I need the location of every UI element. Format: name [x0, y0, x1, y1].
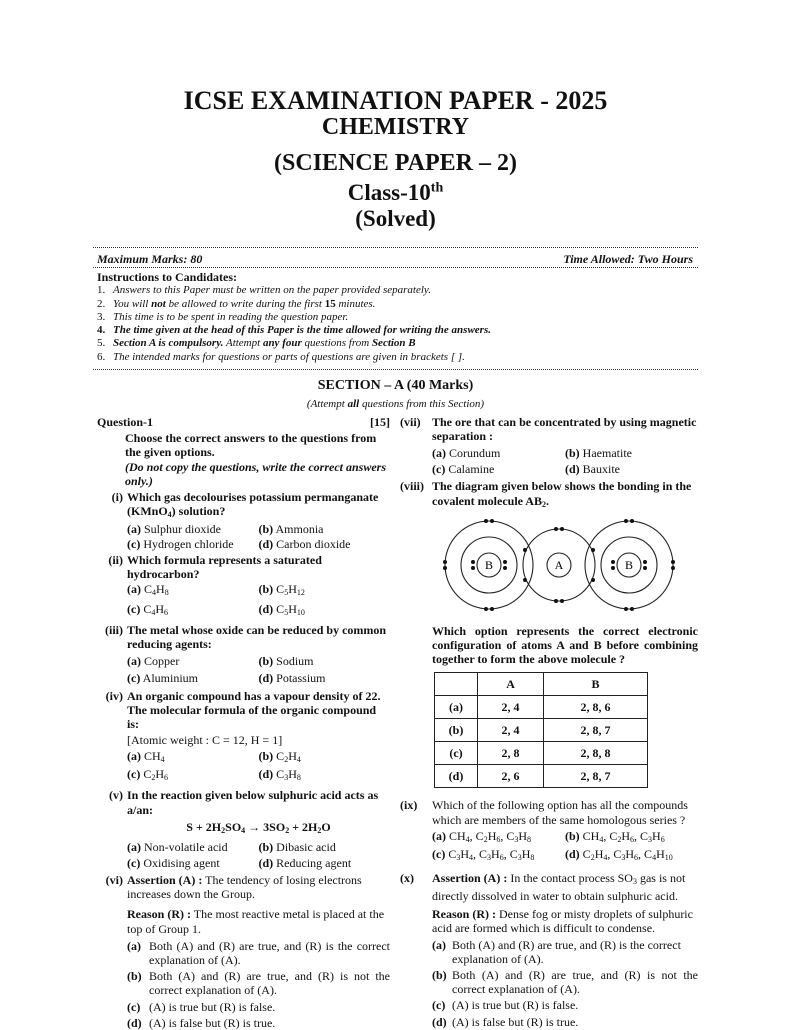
divider: [93, 369, 698, 370]
section-title: SECTION – A (40 Marks): [317, 378, 474, 393]
question-header: Question-1 [15]: [97, 415, 390, 429]
option: (a) Non-volatile acid: [127, 840, 228, 855]
reaction-equation: $S + 2H_2SO_4 \to 3SO_2 + 2H_2O$: [186, 819, 331, 835]
instruction-item: 1. Answers to this Paper must be written on the paper provided separately.: [97, 284, 431, 297]
option: (d) $C_5H_{10}$: [258, 602, 305, 618]
paper-title: ICSE EXAMINATION PAPER - 2025: [183, 86, 608, 115]
option: (c) (A) is true but (R) is false.: [432, 998, 579, 1013]
options: [432, 829, 698, 865]
divider: [93, 247, 698, 248]
subject-title: CHEMISTRY: [321, 114, 470, 140]
instructions-heading: Instructions to Candidates:: [97, 270, 238, 284]
instruction-item: 4. The time given at the head of this Paper is the time allowed for writing the answers.: [97, 324, 491, 337]
instruction-item: 5. Section A is compulsory. Attempt any four questions from Section B: [97, 337, 416, 350]
option: (a) $C_4H_8$: [127, 582, 169, 598]
atom-b-left-label: B: [484, 557, 494, 572]
table-header-row: A B: [435, 673, 648, 696]
question-iv: (iv) An organic compound has a vapour density of 22. The molecular formula of the organic compound is: [Atomic weight : C = 12, H = 1] (a) $CH_4$ (b) $C_2H_4$ (c) $C_2H_6$ (d) $C_3H_8$: [97, 689, 390, 786]
table-row: (a) 2, 4 2, 8, 6: [435, 696, 648, 719]
options: [127, 522, 390, 550]
max-marks: Maximum Marks: 80: [97, 252, 203, 266]
solved-title: (Solved): [355, 206, 436, 231]
question-viii: (viii) The diagram given below shows the bonding in the covalent molecule $AB_2$. B A B: [400, 479, 698, 617]
option: (b) Both (A) and (R) are true, and (R) is not the correct explanation of (A).: [127, 969, 390, 998]
instruction-item: 2. You will not be allowed to write during the first 15 minutes.: [97, 297, 376, 310]
paper-subtitle: (SCIENCE PAPER – 2): [274, 150, 517, 176]
option: (b) $CH_4$, $C_2H_6$, $C_3H_6$: [565, 828, 665, 844]
options: [127, 653, 390, 687]
option: (a) Sulphur dioxide: [127, 522, 221, 537]
options: [432, 445, 698, 477]
section-instruction: (Attempt all questions from this Section): [306, 398, 485, 410]
option: (a) Corundum: [432, 446, 501, 461]
option: (d) $C_3H_8$: [258, 767, 301, 783]
instructions: [97, 271, 697, 364]
option: (d) Carbon dioxide: [258, 536, 351, 551]
question-ii: (ii) Which formula represents a saturated hydrocarbon? (a) $C_4H_8$ (b) $C_5H_{12}$ (c) $C_4H_6$ (d) $C_5H_{10}$: [97, 553, 390, 621]
option: (a) Both (A) and (R) are true, and (R) is the correct explanation of (A).: [432, 937, 681, 966]
option: (c) $C_2H_6$: [127, 767, 169, 783]
table-row: (b) 2, 4 2, 8, 7: [435, 719, 648, 742]
option: (d) (A) is false but (R) is true.: [432, 1014, 579, 1029]
option: (b) $C_2H_4$: [258, 749, 301, 765]
table-row: (d) 2, 6 2, 8, 7: [435, 765, 648, 788]
option: (a) Copper: [127, 653, 180, 668]
option: (b) Haematite: [565, 446, 632, 461]
question-x: (x) Assertion (A) : In the contact process $SO_3$ gas is not directly dissolved in water to obtain sulphuric acid. Reason (R) : Dense fog or misty droplets of sulphuric acid are formed which is difficult to condense. (a) Both (A) and (R) are true, and (R) is the correct explanation of (A). (b) Both (A) and (R) are true, and (R) is not the correct explanation of (A). (c) (A) is true but (R) is false. (d) (A) is false but (R) is true.: [400, 870, 698, 1029]
left-column: [97, 415, 390, 1030]
question-i: (i) Which gas decolourises potassium permanganate (KMnO$_4$) solution? (a) Sulphur dioxide (b) Ammonia (c) Hydrogen chloride (d) Carbon dioxide: [97, 490, 390, 551]
atom-a-label: A: [554, 557, 564, 572]
option: (c) Calamine: [432, 462, 495, 477]
option: (c) Aluminium: [127, 670, 199, 685]
option: (b) Ammonia: [258, 522, 324, 537]
meta-row: [97, 252, 693, 267]
option: (d) Potassium: [258, 670, 326, 685]
option: (c) (A) is true but (R) is false.: [127, 999, 276, 1014]
question-intro: Choose the correct answers to the questions from the given options.: [125, 431, 377, 460]
option: (d) $C_2H_4$, $C_3H_6$, $C_4H_{10}$: [565, 846, 673, 862]
class-title: Class-10th: [347, 180, 444, 205]
option: (b) $C_5H_{12}$: [258, 582, 305, 598]
instruction-item: 3. This time is to be spent in reading the question paper.: [97, 310, 349, 323]
question-iii: (iii) The metal whose oxide can be reduced by common reducing agents: (a) Copper (b) Sodium (c) Aluminium (d) Potassium: [97, 623, 390, 686]
option: (d) (A) is false but (R) is true.: [127, 1015, 276, 1030]
option: (b) Dibasic acid: [258, 840, 336, 855]
question-viii-prompt: Which option represents the correct electronic configuration of atoms A and B before combining together to form the above molecule ?: [432, 623, 698, 667]
options: [127, 839, 390, 871]
option: (d) Bauxite: [565, 462, 620, 477]
options: [127, 749, 390, 785]
table-row: (c) 2, 8 2, 8, 8: [435, 742, 648, 765]
option: (d) Reducing agent: [258, 856, 352, 871]
question-ix: (ix) Which of the following option has all the compounds which are members of the same homologous series ? (a) $CH_4$, $C_2H_6$, $C_3H_8$ (b) $CH_4$, $C_2H_6$, $C_3H_6$ (c) $C_3H_4$, $C_3H_6$, $C_3H_8$ (d) $C_2H_4$, $C_3H_6$, $C_4H_{10}$: [400, 798, 698, 864]
question-note: (Do not copy the questions, write the correct answers only.): [125, 459, 387, 488]
options: [127, 581, 390, 621]
atom-b-right-label: B: [624, 557, 634, 572]
option: (c) Oxidising agent: [127, 856, 220, 871]
option: (c) $C_3H_4$, $C_3H_6$, $C_3H_8$: [432, 846, 535, 862]
question-vii: (vii) The ore that can be concentrated by using magnetic separation : (a) Corundum (b) Haematite (c) Calamine (d) Bauxite: [400, 415, 697, 477]
option: (b) Sodium: [258, 653, 314, 668]
option: (c) Hydrogen chloride: [127, 536, 234, 551]
question-v: (v) In the reaction given below sulphuric acid acts as a/an: $S + 2H_2SO_4 \to 3SO_2 + 2H_2O$ (a) Non-volatile acid (b) Dibasic acid (c) Oxidising agent (d) Reducing agent: [97, 788, 390, 871]
option: (a) $CH_4$, $C_2H_6$, $C_3H_8$: [432, 828, 532, 844]
question-vi: (vi) Assertion (A) : The tendency of losing electrons increases down the Group. Reason (R) : The most reactive metal is placed at the top of Group 1. (a) Both (A) and (R) are true, and (R) is the correct explanation of (A). (b) Both (A) and (R) are true, and (R) is not the correct explanation of (A). (c) (A) is true but (R) is false. (d) (A) is false but (R) is true.: [105, 873, 390, 1030]
right-column: [400, 415, 698, 1029]
option: (a) Both (A) and (R) are true, and (R) is the correct explanation of (A).: [127, 938, 390, 968]
option: (b) Both (A) and (R) are true, and (R) is not the correct explanation of (A).: [432, 968, 698, 997]
atomic-weights: [Atomic weight : C = 12, H = 1]: [127, 733, 283, 748]
configuration-table: [434, 672, 648, 788]
divider: [93, 267, 698, 268]
instruction-item: 6. The intended marks for questions or parts of questions are given in brackets [ ].: [97, 350, 465, 363]
option: (c) $C_4H_6$: [127, 602, 169, 618]
bonding-diagram: [439, 518, 679, 618]
option: (a) $CH_4$: [127, 749, 165, 765]
time-allowed: Time Allowed: Two Hours: [563, 252, 693, 266]
